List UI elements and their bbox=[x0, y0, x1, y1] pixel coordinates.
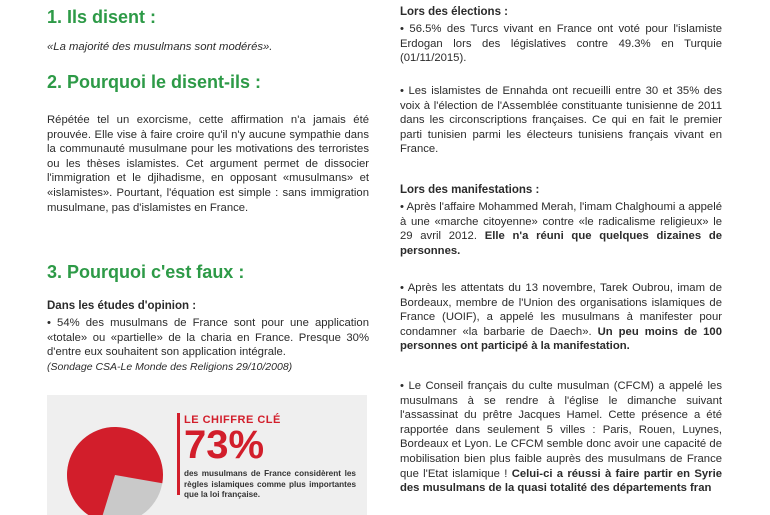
manif-item-merah bbox=[400, 200, 722, 258]
manifestations-title: Lors des manifestations : bbox=[400, 184, 540, 196]
etudes-paragraph: • 54% des musulmans de France sont pour une application «totale» ou «partielle» de la charia en France. Presque 30% d'entre eux souhaitent son application intégrale. bbox=[47, 317, 369, 359]
manif-item-merah-bold: Elle n'a réuni que quelques dizaines de personnes. bbox=[400, 230, 722, 257]
elections-item-ennahda: • Les islamistes de Ennahda ont recueilli entre 30 et 35% des voix à l'élection de l'Assemblée constituante tunisienne de 2011 dans les circonscriptions françaises. Ce qui en fait le premier parti tunisien parmi les électeurs tunisiens français vivant en France. bbox=[400, 85, 722, 156]
key-figure-card bbox=[47, 395, 367, 515]
heading-ils-disent: 1. Ils disent : bbox=[47, 7, 157, 27]
heading-pourquoi-disent: 2. Pourquoi le disent-ils : bbox=[47, 72, 262, 92]
heading-pourquoi-faux: 3. Pourquoi c'est faux : bbox=[47, 262, 245, 282]
key-figure-accent-bar bbox=[177, 413, 180, 495]
key-figure-value: 73% bbox=[184, 423, 265, 467]
key-figure-label: LE CHIFFRE CLÉ bbox=[184, 414, 281, 426]
manif-item-oubrou-text: • Après les attentats du 13 novembre, Tarek Oubrou, imam de Bordeaux, membre de l'Union des organisations islamiques de France (UOIF), a appelé les musulmans à manifester pour condamner «la barbarie de Daech». bbox=[400, 282, 722, 338]
manif-item-merah-text: • Après l'affaire Mohammed Merah, l'imam Chalghoumi a appelé à une «marche citoyenne» contre «le radicalisme religieux» le 29 avril 2012. bbox=[400, 201, 722, 243]
etudes-source: (Sondage CSA-Le Monde des Religions 29/10/2008) bbox=[47, 361, 293, 373]
manif-item-oubrou bbox=[400, 281, 722, 354]
manif-item-oubrou-bold: Un peu moins de 100 personnes ont participé à la manifestation. bbox=[400, 325, 722, 353]
manif-item-cfcm-bold: Celui-ci a réussi à faire partir en Syrie des musulmans de la quasi totalité des départements fran bbox=[400, 467, 723, 495]
key-figure-description: des musulmans de France considèrent les règles islamiques comme plus importantes que la loi française. bbox=[184, 469, 356, 500]
manif-item-cfcm bbox=[400, 379, 722, 496]
etudes-title: Dans les études d'opinion : bbox=[47, 300, 197, 312]
pourquoi-disent-paragraph: Répétée tel un exorcisme, cette affirmation n'a jamais été prouvée. Elle vise à faire croire qu'il n'y aucune sympathie dans la communauté musulmane pour les motivations des terroristes ou les thèses islamistes. Cet argument permet de dissocier l'immigration et le djihadisme, en opposant «musulmans» et «islamistes». Pourtant, l'équation est simple : sans immigration musulmane, pas d'islamistes en France. bbox=[47, 114, 369, 214]
key-figure-pie-chart bbox=[65, 425, 165, 515]
elections-item-erdogan: • 56.5% des Turcs vivant en France ont voté pour l'islamiste Erdogan lors des législatives contre 49.3% en Turquie (01/11/2015). bbox=[400, 23, 722, 65]
claim-quote: «La majorité des musulmans sont modérés». bbox=[47, 41, 273, 53]
manif-item-cfcm-text: • Le Conseil français du culte musulman (CFCM) a appelé les musulmans à se rendre à l'église le dimanche suivant l'assassinat du prêtre Jacques Hamel. Cette présence a été rapportée dans seulement 5 villes : Paris, Rouen, Luynes, Bordeaux et Lyon. Le CFCM semble donc avoir une capacité de mobilisation bien plus faible auprès des musulmans de France que l'Etat islamique ! bbox=[400, 380, 722, 480]
elections-title: Lors des élections : bbox=[400, 6, 509, 18]
